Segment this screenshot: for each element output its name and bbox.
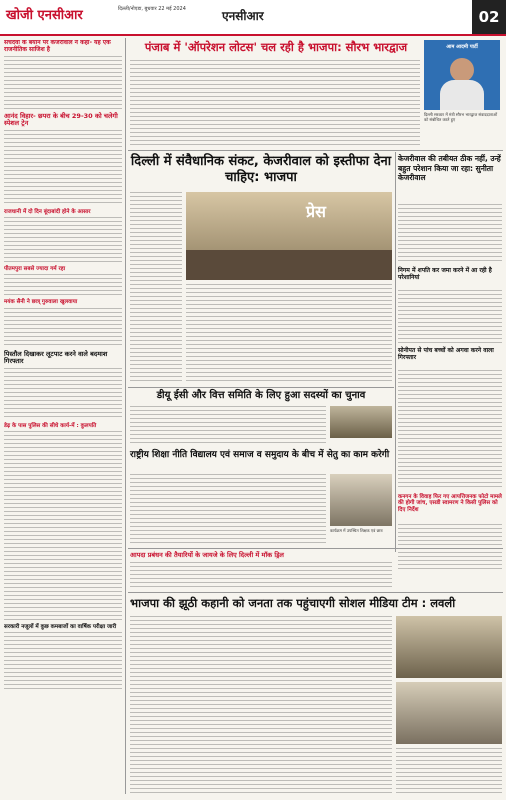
story6-body xyxy=(130,562,392,588)
person-body xyxy=(440,80,484,110)
article-text xyxy=(186,284,392,384)
lead-photo xyxy=(424,40,500,110)
horizontal-divider xyxy=(128,592,503,593)
left-column xyxy=(4,40,122,794)
article-text xyxy=(4,56,122,110)
lead-body xyxy=(130,60,420,148)
article-text xyxy=(4,274,122,296)
bottom-headline: भाजपा की झूठी कहानी को जनता तक पहुंचाएगी सोशल मीडिया टीम : लवली xyxy=(130,596,456,610)
section-title: एनसीआर xyxy=(222,9,264,23)
column-divider xyxy=(395,152,396,552)
article-text xyxy=(4,368,122,420)
party-banner: आम आदमी पार्टी xyxy=(446,44,478,50)
left-headline-6: पिस्तौल दिखाकर लूटपाट करने वाले बदमाश गिरफ्तार xyxy=(4,349,108,366)
story5-photo xyxy=(330,474,392,526)
story5-headline: राष्ट्रीय शिक्षा नीति विद्यालय एवं समाज व समुदाय के बीच में सेतु का काम करेगी xyxy=(130,450,390,460)
press-board: प्रेस xyxy=(306,202,326,221)
column-divider xyxy=(125,38,126,794)
story3-subhead-2: सोनीपत से पांच बच्चों को अगवा करने वाला गिरफ्तार xyxy=(398,347,494,361)
left-headline-3: राजधानी में दो दिन बूंदाबांदी होने के आसार xyxy=(4,208,91,215)
story5-photo-caption: कार्यक्रम में उपस्थित शिक्षक एवं छात्र xyxy=(330,528,383,533)
article-text xyxy=(130,562,392,588)
lead-headline: पंजाब में 'ऑपरेशन लोटस' चल रही है भाजपा: सौरभ भारद्वाज xyxy=(144,40,408,54)
article-text xyxy=(130,474,326,544)
story4-body xyxy=(130,406,326,446)
left-headline-4: पीतमपुरा सबसे ज्यादा गर्म रहा xyxy=(4,266,66,273)
left-headline-1: सचदेवा के बयान पर केजरीवाल ने कहा- यह एक राजनीतिक साजिश है xyxy=(4,40,111,53)
story3-body xyxy=(398,370,502,490)
article-text xyxy=(4,632,122,692)
story4-headline: डीयू ईसी और वित्त समिति के लिए हुआ सदस्यों का चुनाव xyxy=(156,390,366,401)
bottom-photo-1 xyxy=(396,616,502,678)
newspaper-logo: खोजी एनसीआर xyxy=(6,8,83,23)
article-text xyxy=(4,130,122,206)
bottom-body xyxy=(130,616,392,794)
story2-body-left xyxy=(130,192,182,384)
story4-photo xyxy=(330,406,392,438)
horizontal-divider xyxy=(128,387,394,388)
person-head xyxy=(450,58,474,82)
article-text xyxy=(4,308,122,348)
left-headline-2: आनंद विहार- छपरा के बीच 29-30 को चलेगी स्पेशल ट्रेन xyxy=(4,111,118,128)
bottom-body-right xyxy=(396,748,502,794)
article-text xyxy=(130,406,326,446)
article-text xyxy=(398,290,502,344)
story2-body-right xyxy=(186,284,392,384)
story5-body xyxy=(130,474,326,544)
horizontal-divider xyxy=(128,150,503,151)
page-number: 02 xyxy=(472,0,506,34)
story6-headline: आपदा प्रबंधन की तैयारियों के जायजे के लिए दिल्ली में मॉक ड्रिल xyxy=(130,551,284,559)
story2-headline: दिल्ली में संवैधानिक संकट, केजरीवाल को इस्तीफा देना चाहिए: भाजपा xyxy=(130,154,392,185)
article-text xyxy=(4,431,122,621)
article-text xyxy=(4,217,122,263)
article-text xyxy=(130,616,392,794)
left-headline-8: सरकारी नजूलों में कुछ कमबाजों का वार्षिक परीक्षा जारी xyxy=(4,623,117,630)
article-text xyxy=(130,60,420,148)
speakers-table xyxy=(186,250,392,280)
story3-body xyxy=(398,204,502,264)
horizontal-divider xyxy=(128,548,503,549)
article-text xyxy=(130,192,182,384)
story3-body xyxy=(398,290,502,344)
story3-subhead-3: कनगन के विवाह फिर गए आपत्तिजनक फोटो मामले की होगी जांच, एसडी स्वामरण ने किसी पुलिस को दिए निर्देश xyxy=(398,494,502,513)
article-text xyxy=(396,748,502,794)
article-text xyxy=(398,204,502,264)
lead-photo-caption: दिल्ली सरकार में मंत्री सौरभ भारद्वाज संवाददाताओं को संबोधित करते हुए xyxy=(424,112,498,122)
left-headline-7: डेढ़ के पास पुलिस की सीधे कार्य-में : कुलपति xyxy=(4,422,97,429)
press-conference-photo xyxy=(186,192,392,280)
date-line: दिल्ली/नोएडा, बुधवार 22 मई 2024 xyxy=(118,6,186,12)
article-text xyxy=(398,370,502,490)
story3-subhead-1: निगम में शपति कर जमा करने में आ रही है परेशानियां xyxy=(398,267,492,281)
story3-headline: केजरीवाल की तबीयत ठीक नहीं, उन्हें बहुत परेशान किया जा रहा: सुनीता केजरीवाल xyxy=(398,154,501,182)
left-headline-5: मयंक सैनी ने छात्र्‌ गुरुवाला खुलवाया xyxy=(4,299,78,306)
bottom-photo-2 xyxy=(396,682,502,744)
masthead xyxy=(0,0,506,36)
